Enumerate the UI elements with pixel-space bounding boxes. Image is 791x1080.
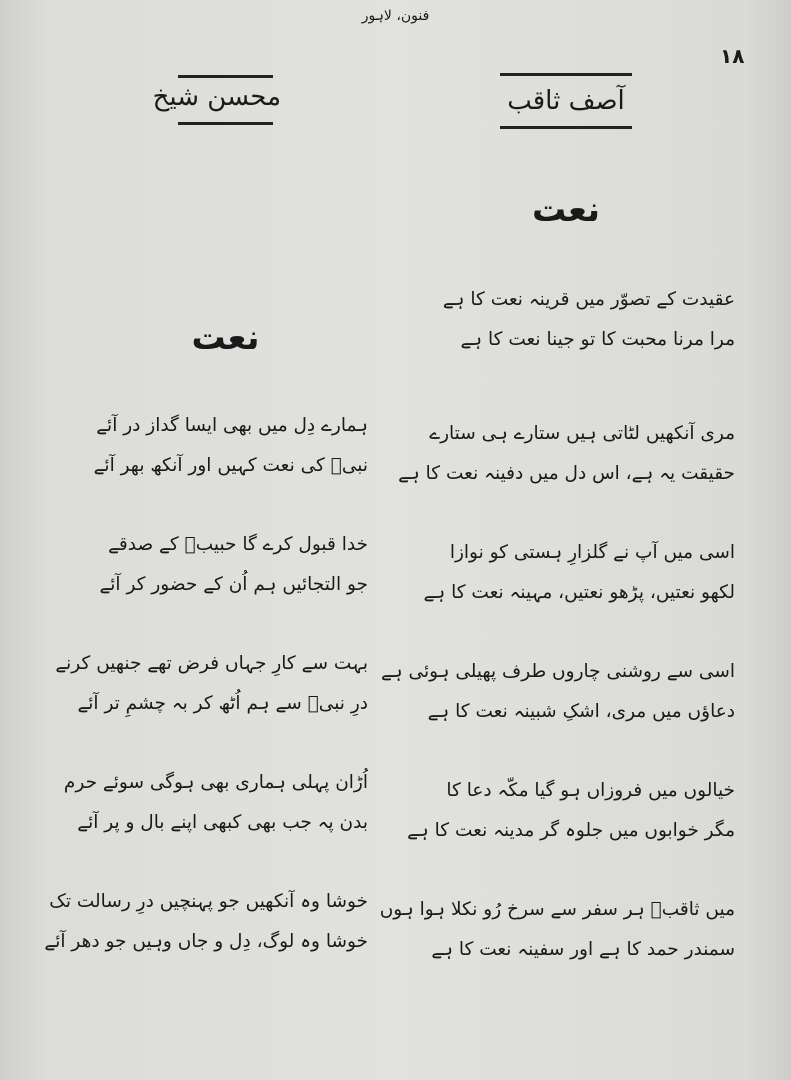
right-verse-line: مرا مرنا محبت کا تو جینا نعت کا ہے xyxy=(460,329,735,350)
right-verse-line: اسی میں آپ نے گلزارِ ہستی کو نوازا xyxy=(449,542,735,563)
page-number: ۱۸ xyxy=(720,44,745,68)
right-stanza-3 xyxy=(425,533,735,613)
right-stanza-5 xyxy=(407,771,735,851)
left-poem-title: نعت xyxy=(191,318,260,358)
left-verse-line: خوشا وہ لوگ، دِل و جاں وہیں جو دھر آئے xyxy=(44,931,368,952)
left-stanza-2 xyxy=(70,525,368,605)
right-verse-line: لکھو نعتیں، پڑھو نعتیں، مہینہ نعت کا ہے xyxy=(423,582,735,603)
left-verse-line: ہمارے دِل میں بھی ایسا گداز در آئے xyxy=(96,415,368,436)
left-stanza-5 xyxy=(44,882,368,962)
left-author-name: محسن شیخ xyxy=(152,82,281,112)
right-verse-line: دعاؤں میں مری، اشکِ شبینہ نعت کا ہے xyxy=(427,701,735,722)
right-stanza-2 xyxy=(398,414,735,494)
left-poem-body xyxy=(44,406,368,1001)
right-verse-line: میں ثاقبؔ ہر سفر سے سرخ رُو نکلا ہوا ہوں xyxy=(379,899,735,920)
left-verse-line: خدا قبول کرے گا حبیبؐ کے صدقے xyxy=(108,534,368,555)
right-verse-line: حقیقت یہ ہے، اس دل میں دفینہ نعت کا ہے xyxy=(398,463,735,484)
left-stanza-1 xyxy=(70,406,368,486)
right-verse-line: خیالوں میں فروزاں ہو گیا مکّہ دعا کا xyxy=(446,780,735,801)
left-verse-line: اُڑان پہلی ہماری بھی ہوگی سوئے حرم xyxy=(63,772,368,793)
right-author-name: آصف ثاقب xyxy=(507,86,625,116)
right-verse-line: مگر خوابوں میں جلوہ گر مدینہ نعت کا ہے xyxy=(407,820,735,841)
right-stanza-6 xyxy=(379,890,735,970)
left-verse-line: خوشا وہ آنکھیں جو پہنچیں درِ رسالت تک xyxy=(49,891,368,912)
left-verse-line: نبیؐ کی نعت کہیں اور آنکھ بھر آئے xyxy=(93,455,368,476)
left-verse-line: درِ نبیؐ سے ہم اُٹھ کر بہ چشمِ تر آئے xyxy=(77,693,368,714)
left-author-rule-top xyxy=(178,75,273,78)
right-author-rule-top xyxy=(500,73,632,76)
right-poem-title: نعت xyxy=(532,190,600,230)
running-header: فنون، لاہور xyxy=(361,8,430,24)
right-author-rule-bottom xyxy=(500,126,632,129)
right-verse-line: سمندر حمد کا ہے اور سفینہ نعت کا ہے xyxy=(431,939,735,960)
left-verse-line: جو التجائیں ہم اُن کے حضور کر آئے xyxy=(99,574,368,595)
left-stanza-4 xyxy=(63,763,368,843)
right-stanza-1 xyxy=(425,280,735,360)
right-poem-body xyxy=(379,280,735,1009)
left-verse-line: بہت سے کارِ جہاں فرض تھے جنھیں کرنے xyxy=(55,653,368,674)
right-verse-line: اسی سے روشنی چاروں طرف پھیلی ہوئی ہے xyxy=(380,661,735,682)
right-verse-line: مری آنکھیں لٹاتی ہیں ستارے ہی ستارے xyxy=(429,423,735,444)
left-author-rule-bottom xyxy=(178,122,273,125)
right-verse-line: عقیدت کے تصوّر میں قرینہ نعت کا ہے xyxy=(442,289,735,310)
left-stanza-3 xyxy=(55,644,368,724)
right-stanza-4 xyxy=(380,652,735,732)
left-verse-line: بدن پہ جب بھی کبھی اپنے بال و پر آئے xyxy=(77,812,368,833)
